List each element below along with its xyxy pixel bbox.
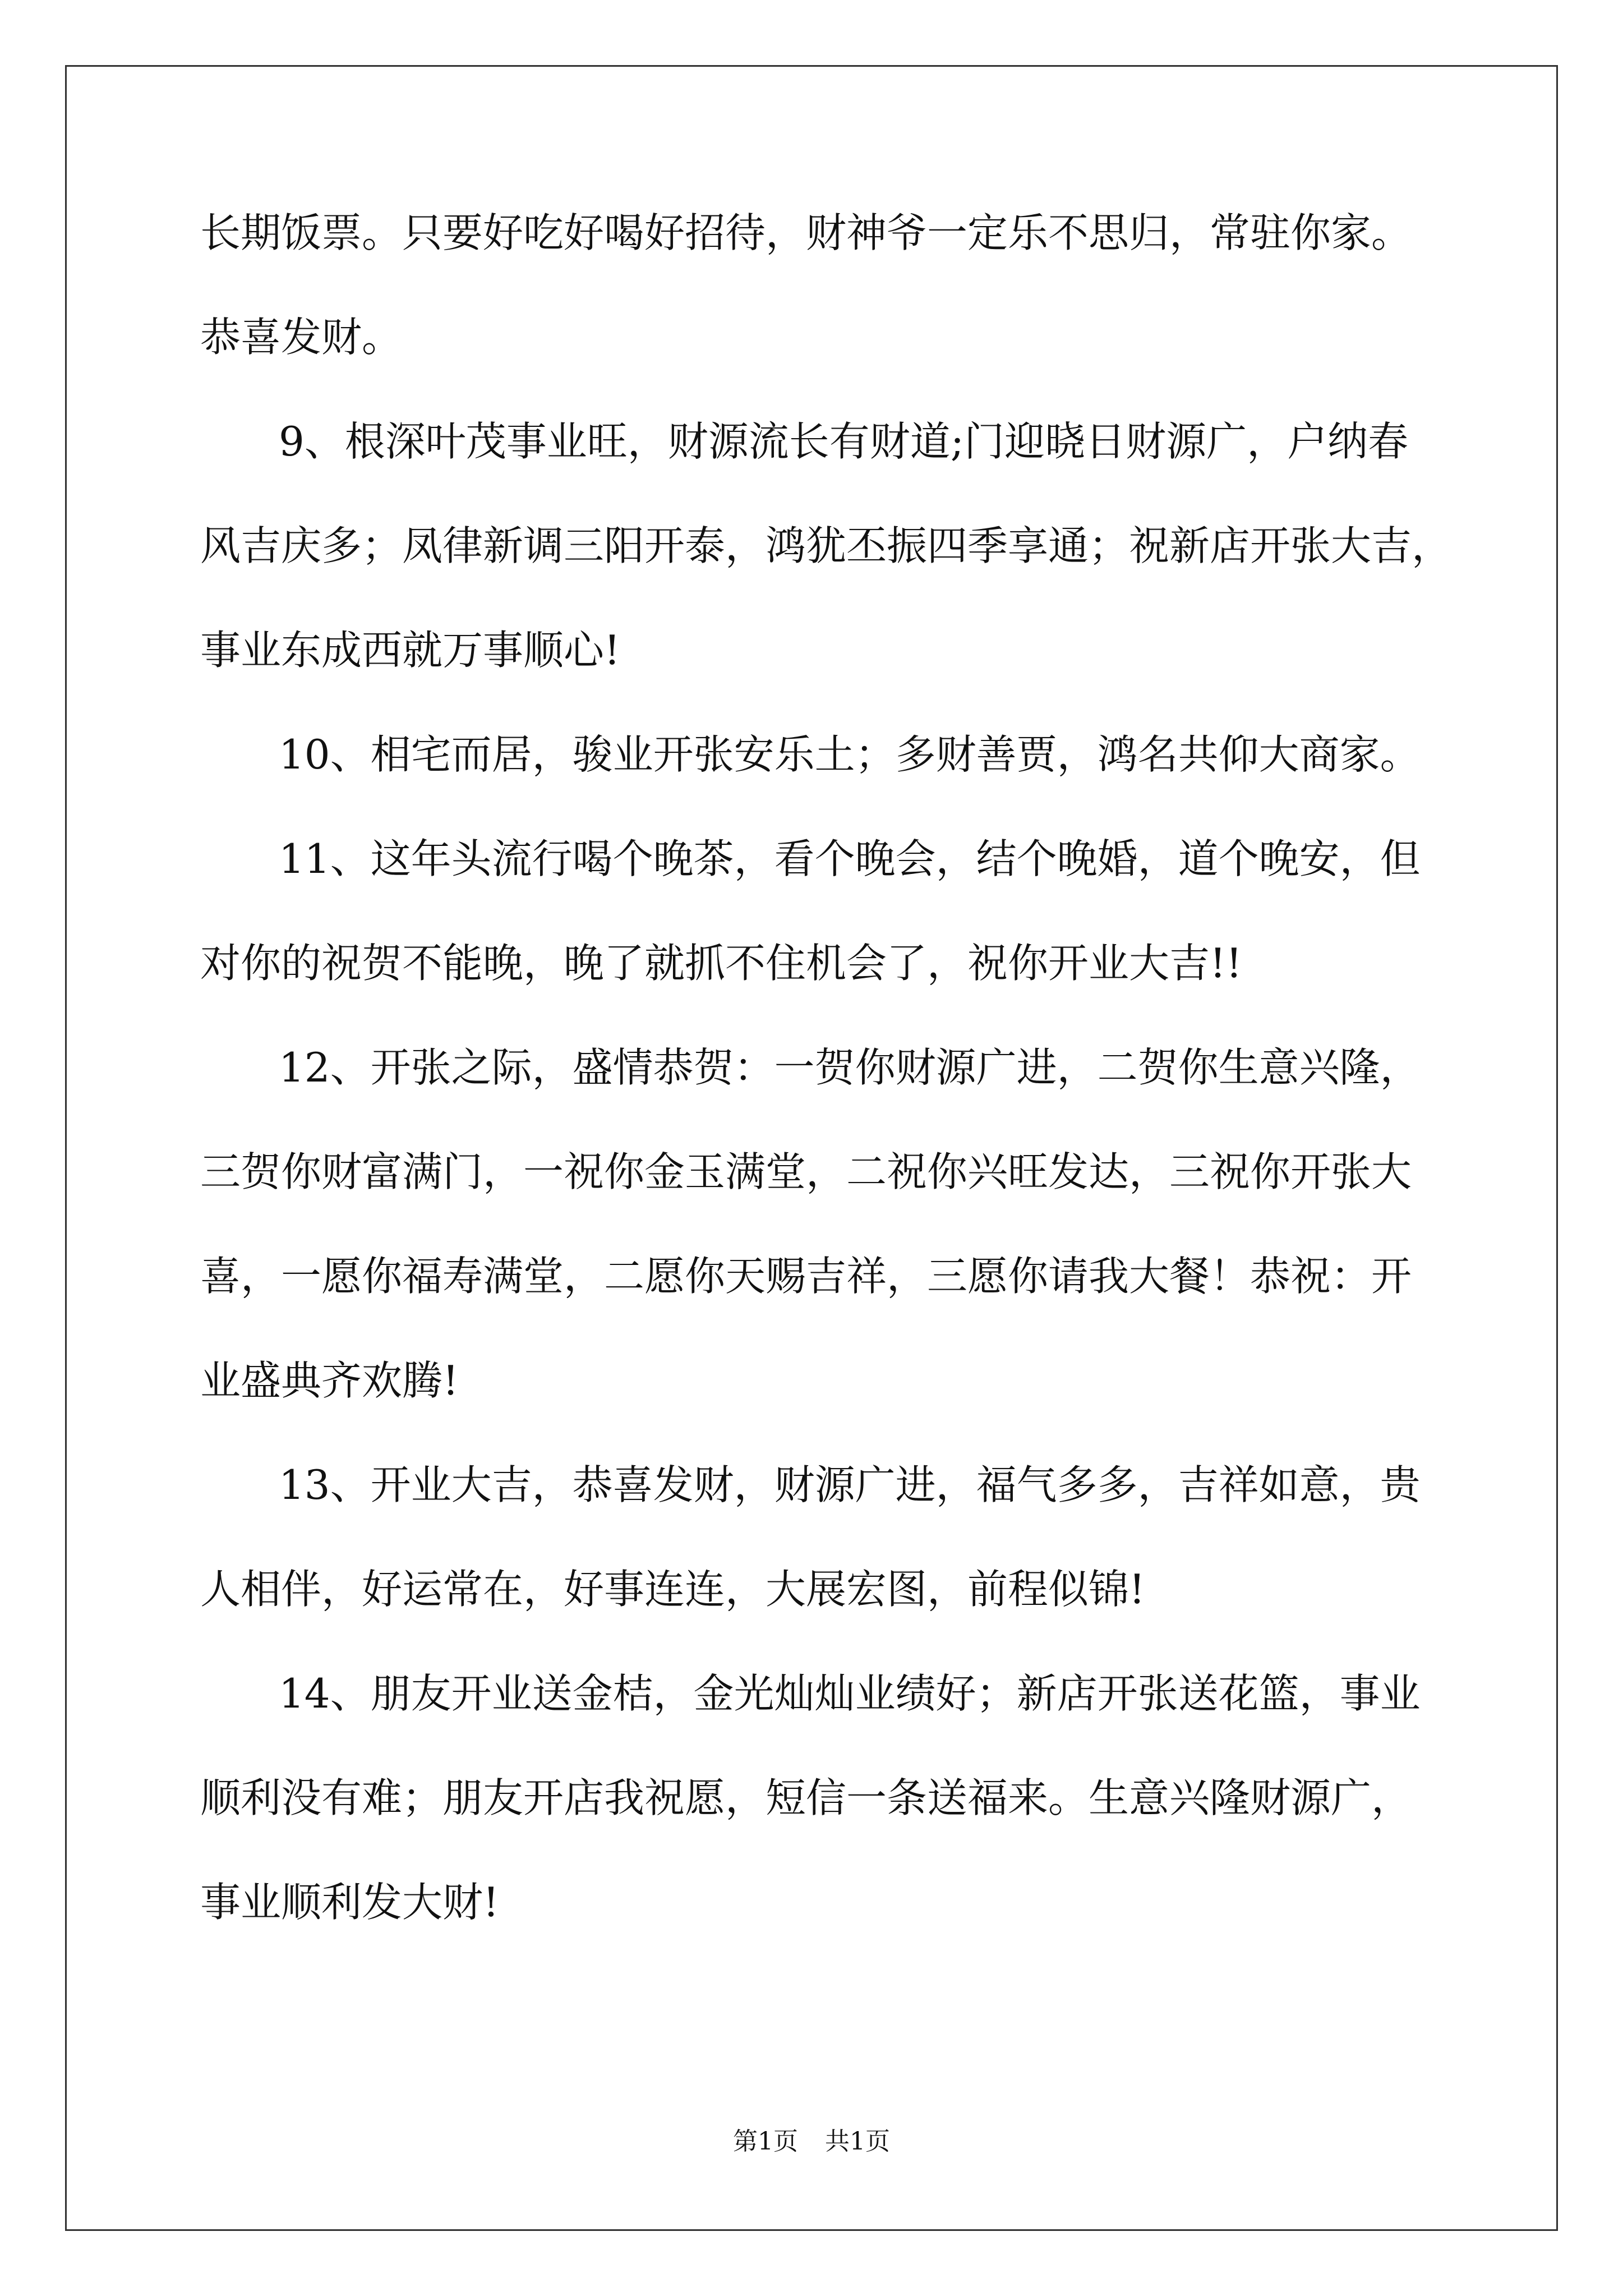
page-footer [0,2125,1623,2159]
text-line-item-9: 9、根深叶茂事业旺，财源流长有财道;门迎晓日财源广，户纳春 [279,418,1409,465]
text-line: 风吉庆多；凤律新调三阳开泰，鸿犹丕振四季享通；祝新店开张大吉， [200,522,1453,569]
text-line-item-14: 14、朋友开业送金桔，金光灿灿业绩好；新店开张送花篮，事业 [279,1670,1421,1717]
text-line-item-10: 10、相宅而居，骏业开张安乐土；多财善贾，鸿名共仰大商家。 [279,731,1421,778]
text-line: 喜，一愿你福寿满堂，二愿你天赐吉祥，三愿你请我大餐！恭祝：开 [200,1253,1412,1300]
text-line-item-11: 11、这年头流行喝个晚茶，看个晚会，结个晚婚，道个晚安，但 [279,835,1421,882]
text-line: 顺利没有难；朋友开店我祝愿，短信一条送福来。生意兴隆财源广， [200,1774,1412,1821]
text-line: 三贺你财富满门，一祝你金玉满堂，二祝你兴旺发达，三祝你开张大 [200,1148,1412,1195]
text-line: 事业东成西就万事顺心! [200,627,620,674]
page-total: 共1页 [825,2127,890,2156]
text-line-item-12: 12、开张之际，盛情恭贺：一贺你财源广进，二贺你生意兴隆， [279,1044,1421,1091]
text-line: 对你的祝贺不能晚，晚了就抓不住机会了，祝你开业大吉!! [200,940,1242,987]
text-line: 长期饭票。只要好吃好喝好招待，财神爷一定乐不思归，常驻你家。 [200,209,1412,256]
text-line-item-13: 13、开业大吉，恭喜发财，财源广进，福气多多，吉祥如意，贵 [279,1461,1421,1508]
text-line: 业盛典齐欢腾! [200,1357,459,1404]
page-number: 第1页 [733,2127,798,2156]
text-line: 人相伴，好运常在，好事连连，大展宏图，前程似锦! [200,1566,1145,1613]
text-line: 恭喜发财。 [200,314,403,361]
text-line: 事业顺利发大财! [200,1879,499,1926]
